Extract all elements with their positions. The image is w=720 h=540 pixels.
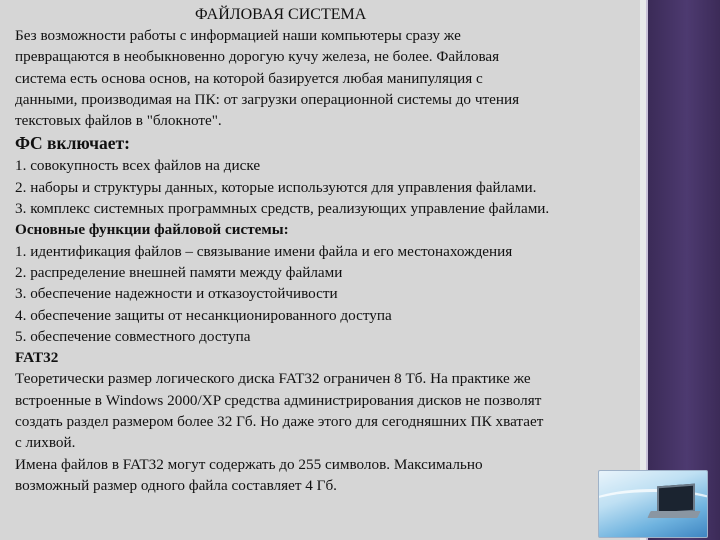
paragraph-line: встроенные в Windows 2000/XP средства администрирования дисков не позволят xyxy=(15,391,542,409)
paragraph-line: возможный размер одного файла составляет 4 Гб. xyxy=(15,476,337,494)
intro-line: данными, производимая на ПК: от загрузки операционной системы до чтения xyxy=(15,90,520,108)
laptop-base xyxy=(647,511,700,518)
list-item: 1. идентификация файлов – связывание имени файла и его местонахождения xyxy=(15,242,513,260)
paragraph-line: с лихвой. xyxy=(15,434,76,452)
list-item: 5. обеспечение совместного доступа xyxy=(15,327,251,345)
laptop-icon xyxy=(598,470,708,538)
intro-line: текстовых файлов в "блокноте". xyxy=(15,112,222,130)
list-item: 3. обеспечение надежности и отказоустойчивости xyxy=(15,285,338,303)
side-decoration-bar xyxy=(646,0,720,540)
intro-line: превращаются в необыкновенно дорогую кучу железа, не более. Файловая xyxy=(15,48,500,66)
paragraph-line: Имена файлов в FAT32 могут содержать до 255 символов. Максимально xyxy=(15,455,483,473)
intro-line: Без возможности работы с информацией наши компьютеры сразу же xyxy=(15,27,461,44)
list-item: 4. обеспечение защиты от несанкционированного доступа xyxy=(15,306,392,324)
text-block xyxy=(15,4,640,496)
list-item: 3. комплекс системных программных средств, реализующих управление файлами. xyxy=(15,200,550,218)
fs-includes-heading: ФС включает: xyxy=(15,133,130,154)
list-item: 1. совокупность всех файлов на диске xyxy=(15,157,261,175)
page-title: ФАЙЛОВАЯ СИСТЕМА xyxy=(195,6,367,23)
list-item: 2. распределение внешней памяти между файлами xyxy=(15,263,343,281)
paragraph-line: Теоретически размер логического диска FAT32 ограничен 8 Тб. На практике же xyxy=(15,370,531,388)
intro-line: система есть основа основ, на которой базируется любая манипуляция с xyxy=(15,69,483,87)
list-item: 2. наборы и структуры данных, которые используются для управления файлами. xyxy=(15,178,537,196)
functions-heading: Основные функции файловой системы: xyxy=(15,221,289,239)
laptop-screen xyxy=(657,484,695,515)
paragraph-line: создать раздел размером более 32 Гб. Но даже этого для сегодняшних ПК хватает xyxy=(15,413,544,431)
fat32-heading: FAT32 xyxy=(15,349,59,367)
